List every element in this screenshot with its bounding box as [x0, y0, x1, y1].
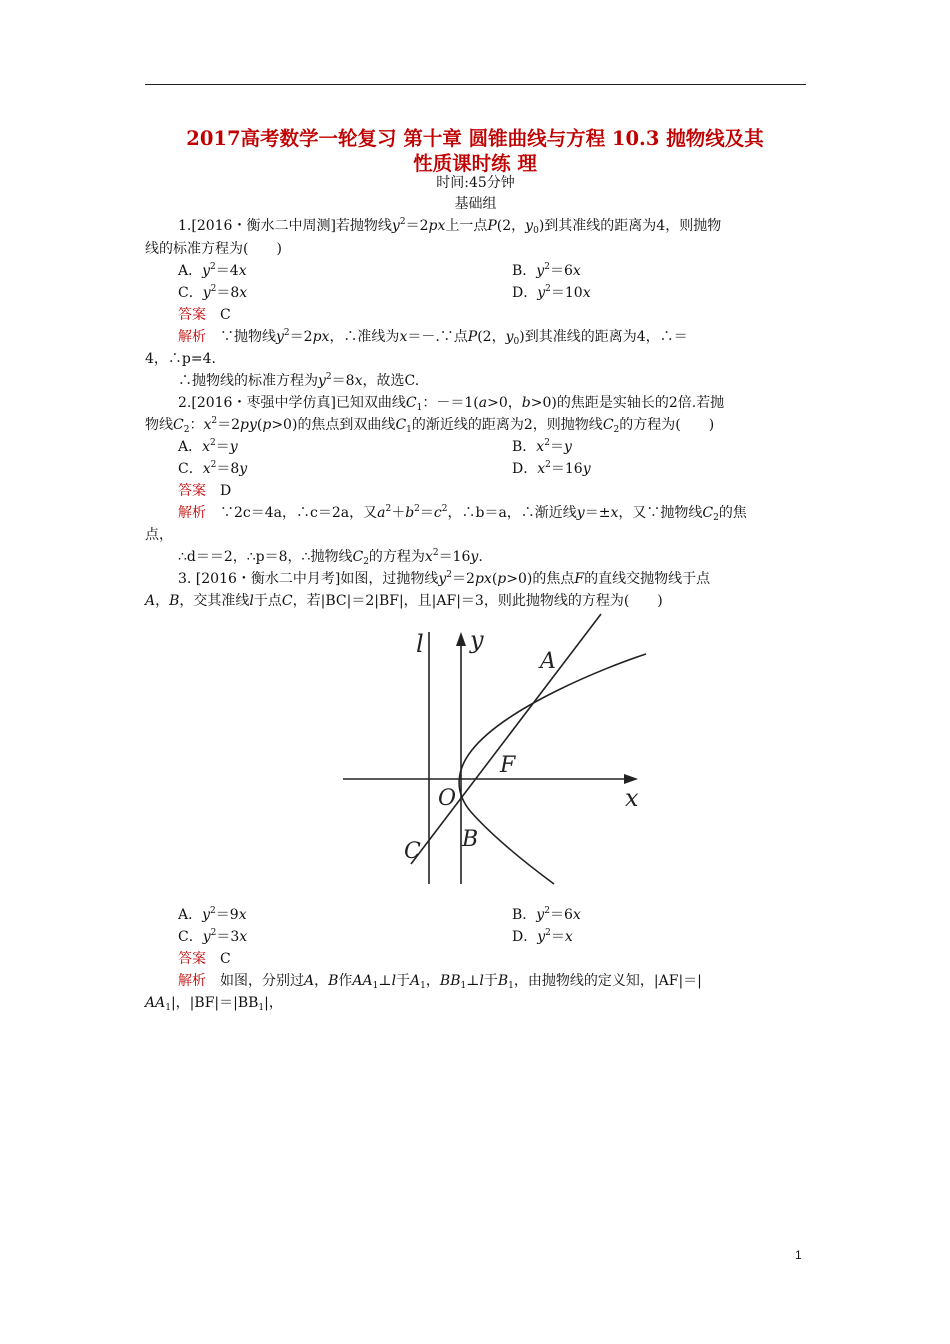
group-heading: 基础组 [454, 196, 497, 212]
q2-stem-line2: 物线$C_2$：$x^2=2py(p>0)$的焦点到双曲线$C_1$的渐近线的距离为2，则抛物线$C_2$的方程为( ) [145, 416, 715, 435]
time-limit: 时间:45分钟 [436, 175, 515, 191]
label-B: B [462, 827, 479, 852]
q2-option-c: C．$x^2=8y$ [178, 460, 248, 477]
parabola-figure [326, 612, 658, 900]
title-line-1: 2017高考数学一轮复习 第十章 圆锥曲线与方程 10.3 抛物线及其 [186, 127, 764, 150]
q1-stem-line2: 线的标准方程为( ) [145, 241, 282, 257]
page-number: 1 [795, 1248, 802, 1262]
q1-analysis-line1: 解析 ∵抛物线$y^2=2px$，∴准线为x＝－.∵点P(2，$y_0$)到其准线的距离为4，∴＝ [178, 328, 688, 347]
label-F: F [500, 753, 516, 778]
q3-option-b: B．$y^2=6x$ [512, 906, 581, 923]
q1-analysis-line2: 4，∴p=4. [145, 351, 216, 367]
q3-analysis-line1: 解析 如图，分别过A，B作$AA_1\perp l$于$A_1$，$BB_1\perp l$于$B_1$，由抛物线的定义知，|AF|＝| [178, 973, 702, 991]
q2-analysis-line1: 解析 ∵2c＝4a，∴c＝2a，又$a^2+b^2=c^2$，∴b＝a，∴渐近线y＝±x，又∵抛物线$C_2$的焦 [178, 504, 747, 523]
q1-analysis-line3: ∴抛物线的标准方程为$y^2=8x$，故选C. [178, 372, 420, 389]
label-y: y [470, 626, 484, 654]
q3-option-c: C．$y^2=3x$ [178, 928, 248, 945]
q1-option-d: D．$y^2=10x$ [512, 284, 591, 301]
q2-answer: 答案 D [178, 483, 232, 499]
q1-answer: 答案 C [178, 307, 231, 323]
q3-stem-line1: 3. [2016・衡水二中月考]如图，过抛物线$y^2=2px(p>0)$的焦点F的直线交抛物线于点 [178, 570, 711, 587]
q3-option-a: A．$y^2=9x$ [178, 906, 247, 923]
label-O: O [438, 786, 457, 811]
q1-stem-line1: 1.[2016・衡水二中周测]若抛物线$y^2=2px$上一点P(2，$y_0$)到其准线的距离为4，则抛物 [178, 217, 722, 236]
q1-option-a: A．$y^2=4x$ [178, 262, 247, 279]
q3-answer: 答案 C [178, 951, 231, 967]
label-l: l [416, 630, 424, 658]
q2-option-a: A．$x^2=y$ [178, 438, 238, 455]
q2-option-b: B．$x^2=y$ [512, 438, 572, 455]
label-x: x [625, 784, 639, 812]
document-title [140, 126, 810, 176]
q2-analysis-line2: 点， [145, 527, 173, 543]
q3-stem-line2: A，B，交其准线l于点C，若|BC|＝2|BF|，且|AF|＝3，则此抛物线的方程为( ) [145, 593, 663, 609]
q2-stem-line1: 2.[2016・枣强中学仿真]已知双曲线$C_1$：－＝1(a>0，b>0)的焦距是实轴长的2倍.若抛 [178, 395, 725, 413]
label-C: C [404, 839, 421, 864]
q3-option-d: D．$y^2=x$ [512, 928, 573, 945]
q3-analysis-line2: $AA_1|$，$|BF|=|BB_1|$， [145, 995, 283, 1013]
q1-option-b: B．$y^2=6x$ [512, 262, 581, 279]
title-line-2: 性质课时练 理 [413, 152, 537, 175]
label-A: A [540, 649, 556, 674]
top-rule [145, 84, 806, 85]
q1-option-c: C．$y^2=8x$ [178, 284, 248, 301]
q2-analysis-line3: ∴d＝＝2，∴p＝8，∴抛物线$C_2$的方程为$x^2=16y$. [178, 548, 483, 567]
q2-option-d: D．$x^2=16y$ [512, 460, 591, 477]
